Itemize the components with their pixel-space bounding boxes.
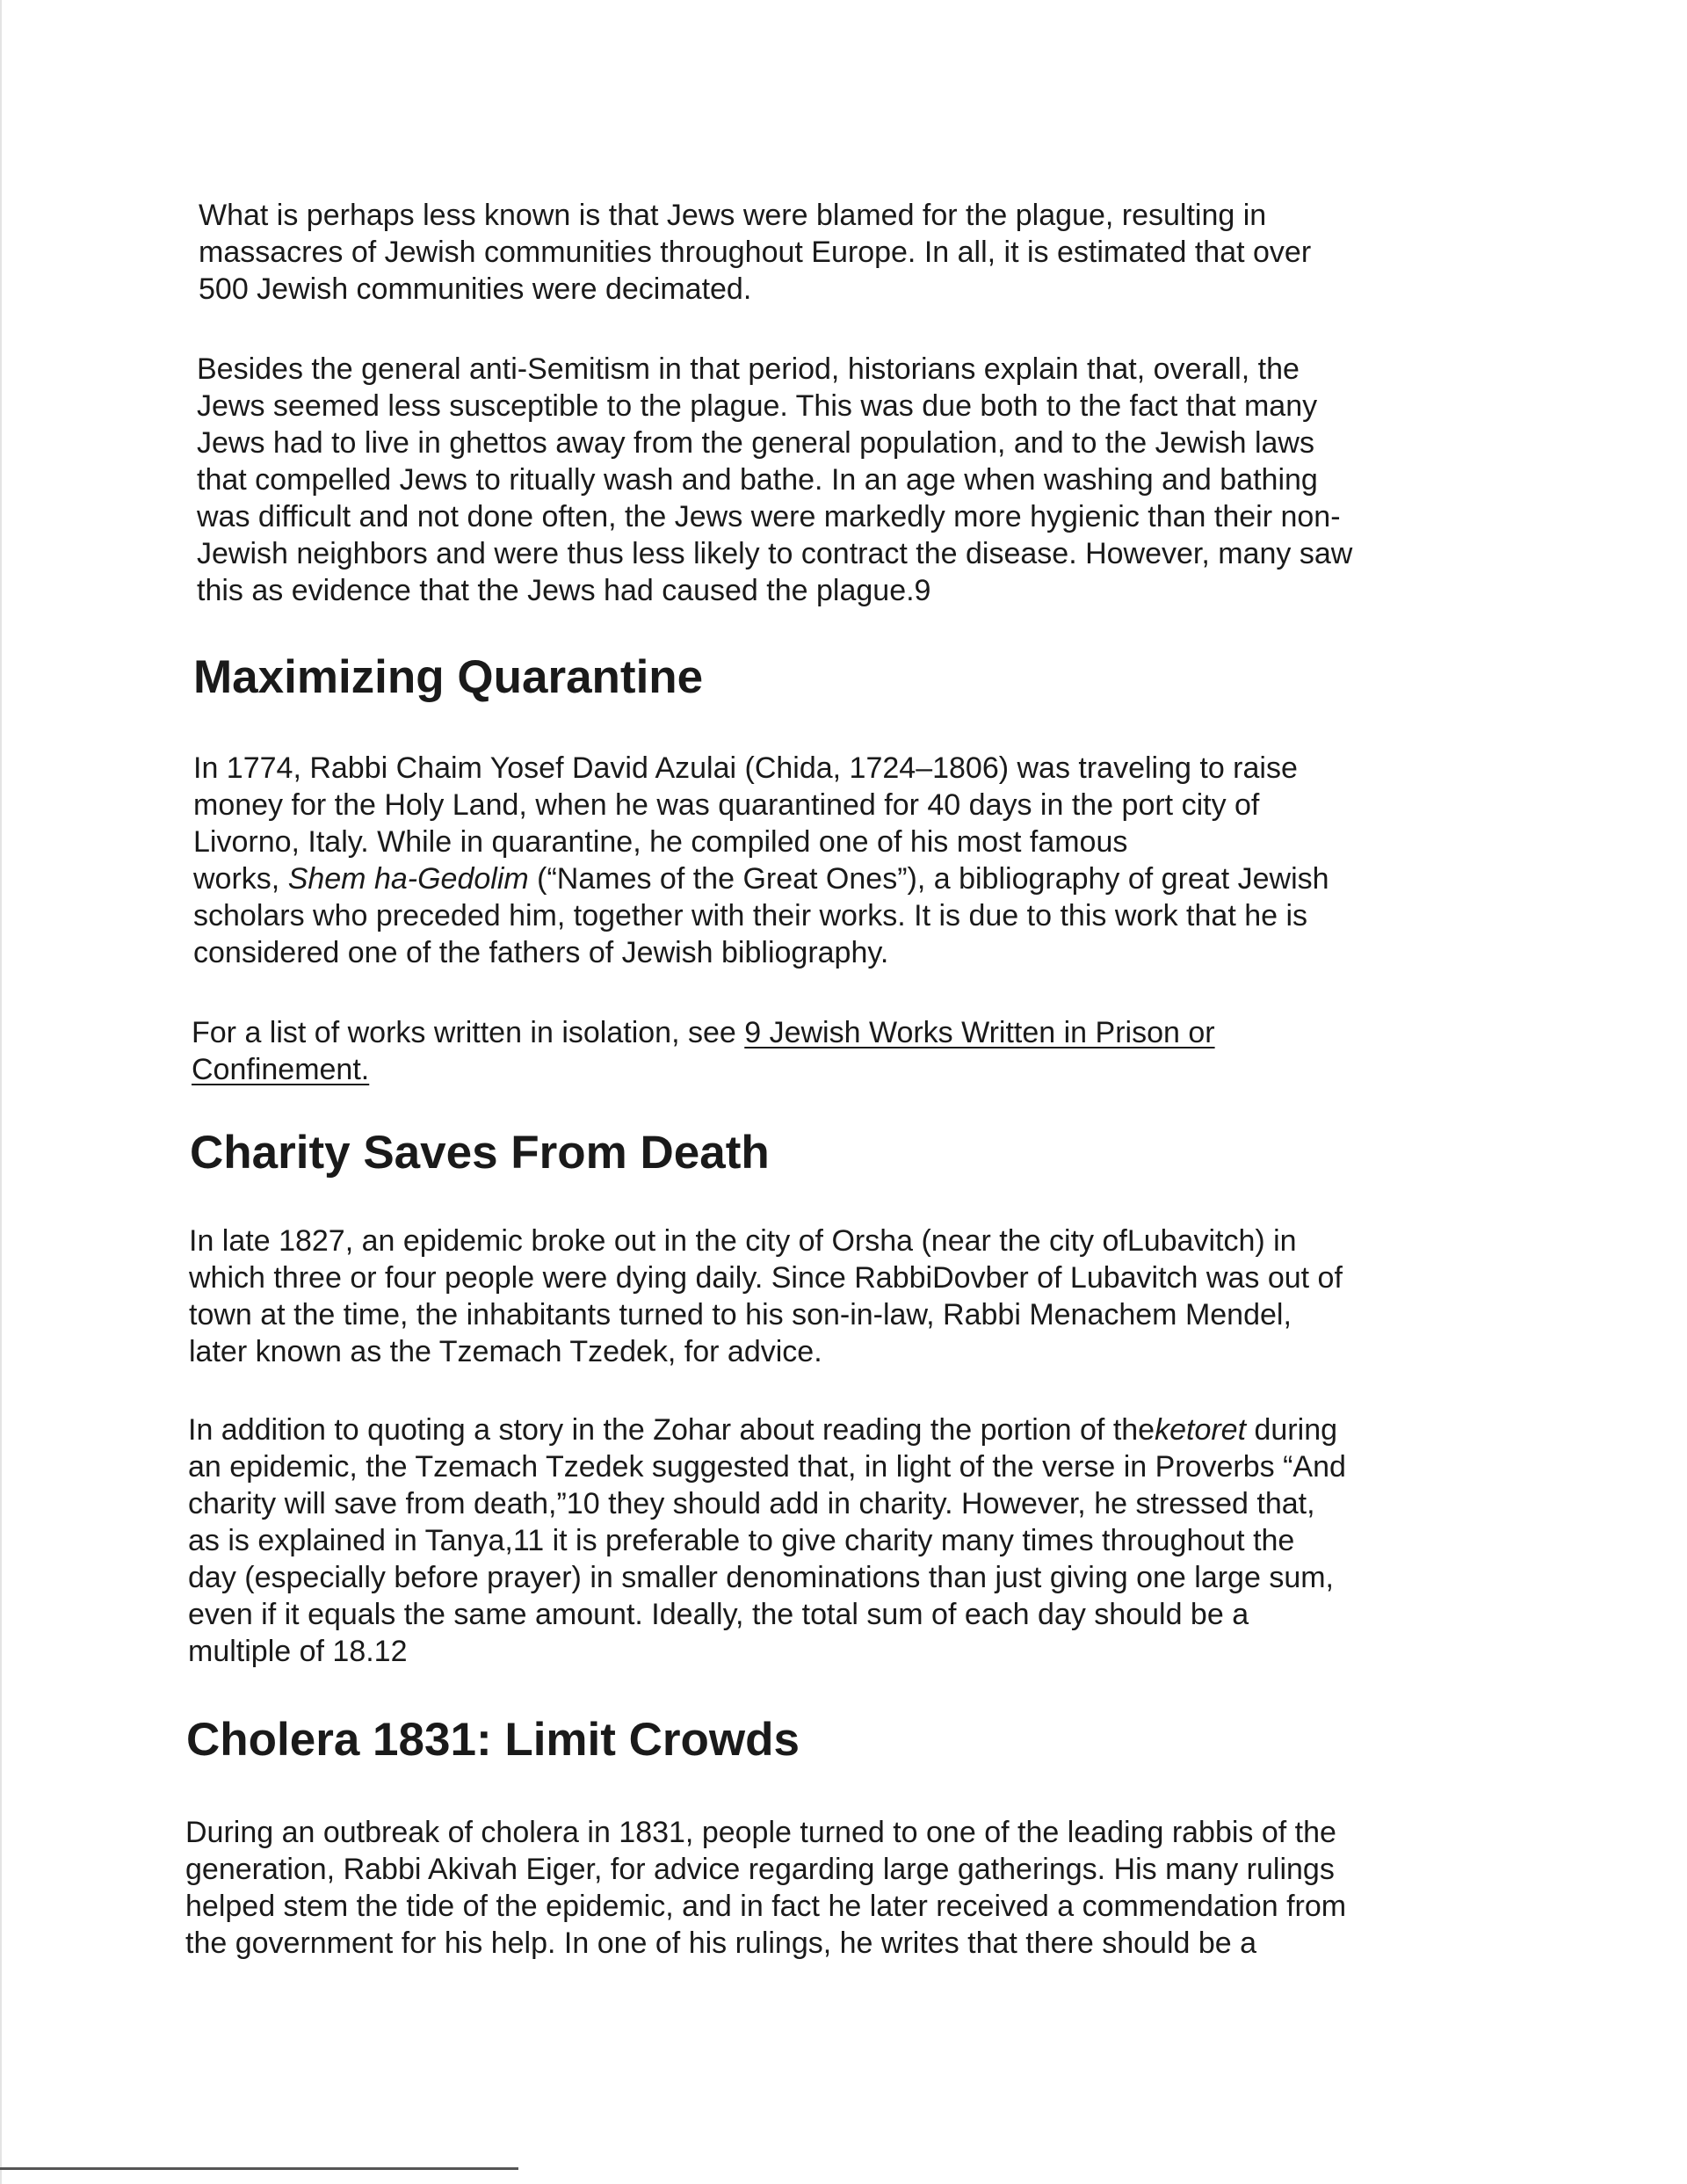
paragraph <box>188 1411 1346 1670</box>
text-line: this as evidence that the Jews had caused the plague.9 <box>197 574 931 607</box>
text-line: What is perhaps less known is that Jews were blamed for the plague, resulting in <box>199 199 1267 232</box>
text-line: town at the time, the inhabitants turned to his son-in-law, Rabbi Menachem Mendel, <box>189 1298 1292 1331</box>
text-segment: during <box>1246 1413 1338 1447</box>
text-line: as is explained in Tanya,11 it is preferable to give charity many times throughout the <box>188 1524 1295 1557</box>
paragraph <box>199 197 1311 308</box>
text-line: day (especially before prayer) in smaller denominations than just giving one large sum, <box>188 1561 1335 1594</box>
bottom-rule <box>0 2167 518 2170</box>
text-line: money for the Holy Land, when he was quarantined for 40 days in the port city of <box>193 788 1260 822</box>
text-line: Maximizing Quarantine <box>193 651 704 703</box>
paragraph <box>192 1014 1215 1088</box>
section-heading <box>193 651 703 704</box>
text-line: scholars who preceded him, together with their works. It is due to this work that he is <box>193 899 1308 932</box>
text-line: was difficult and not done often, the Jews were markedly more hygienic than their non- <box>197 500 1341 533</box>
text-segment: (“Names of the Great Ones”), a bibliography of great Jewish <box>528 862 1329 896</box>
text-line <box>192 1014 1215 1051</box>
text-line: In 1774, Rabbi Chaim Yosef David Azulai (Chida, 1724–1806) was traveling to raise <box>193 751 1298 785</box>
text-line: considered one of the fathers of Jewish bibliography. <box>193 936 889 969</box>
text-segment: For a list of works written in isolation, see <box>192 1016 745 1049</box>
section-heading <box>190 1127 770 1179</box>
paragraph <box>185 1814 1346 1962</box>
works-in-isolation-link[interactable]: 9 Jewish Works Written in Prison or <box>744 1016 1215 1049</box>
text-line <box>193 860 1329 897</box>
paragraph <box>193 750 1329 971</box>
text-line: that compelled Jews to ritually wash and bathe. In an age when washing and bathing <box>197 463 1318 497</box>
text-line: the government for his help. In one of his rulings, he writes that there should be a <box>185 1926 1257 1960</box>
scan-edge <box>0 0 2 2184</box>
text-line: multiple of 18.12 <box>188 1635 408 1668</box>
text-segment: In addition to quoting a story in the Zohar about reading the portion of the <box>188 1413 1155 1447</box>
text-line: In late 1827, an epidemic broke out in the city of Orsha (near the city ofLubavitch) in <box>189 1224 1297 1258</box>
works-in-isolation-link[interactable]: Confinement. <box>192 1053 370 1086</box>
text-line: helped stem the tide of the epidemic, and in fact he later received a commendation from <box>185 1890 1347 1923</box>
text-line: During an outbreak of cholera in 1831, people turned to one of the leading rabbis of the <box>185 1816 1336 1849</box>
text-line: Besides the general anti-Semitism in that period, historians explain that, overall, the <box>197 352 1300 386</box>
text-line: later known as the Tzemach Tzedek, for advice. <box>189 1335 822 1368</box>
text-line: Livorno, Italy. While in quarantine, he compiled one of his most famous <box>193 825 1128 859</box>
text-segment: works, <box>193 862 288 896</box>
text-line <box>192 1051 1215 1088</box>
section-heading <box>186 1714 800 1767</box>
paragraph <box>197 351 1352 609</box>
text-line: generation, Rabbi Akivah Eiger, for advice regarding large gatherings. His many rulings <box>185 1853 1335 1886</box>
text-line: which three or four people were dying daily. Since RabbiDovber of Lubavitch was out of <box>189 1261 1343 1295</box>
text-line: Charity Saves From Death <box>190 1127 770 1179</box>
paragraph <box>189 1223 1343 1370</box>
text-line: even if it equals the same amount. Ideally, the total sum of each day should be a <box>188 1598 1249 1631</box>
text-line: an epidemic, the Tzemach Tzedek suggested that, in light of the verse in Proverbs “And <box>188 1450 1346 1484</box>
text-line: charity will save from death,”10 they should add in charity. However, he stressed that, <box>188 1487 1315 1520</box>
italic-text: Shem ha-Gedolim <box>287 862 529 896</box>
text-line: Jews had to live in ghettos away from the general population, and to the Jewish laws <box>197 426 1314 460</box>
italic-text: ketoret <box>1155 1413 1247 1447</box>
text-line <box>188 1411 1346 1448</box>
text-line: Jews seemed less susceptible to the plague. This was due both to the fact that many <box>197 389 1318 423</box>
text-line: Jewish neighbors and were thus less likely to contract the disease. However, many saw <box>197 537 1353 570</box>
text-line: 500 Jewish communities were decimated. <box>199 272 752 306</box>
text-line: massacres of Jewish communities throughout Europe. In all, it is estimated that over <box>199 236 1312 269</box>
text-line: Cholera 1831: Limit Crowds <box>186 1714 800 1766</box>
